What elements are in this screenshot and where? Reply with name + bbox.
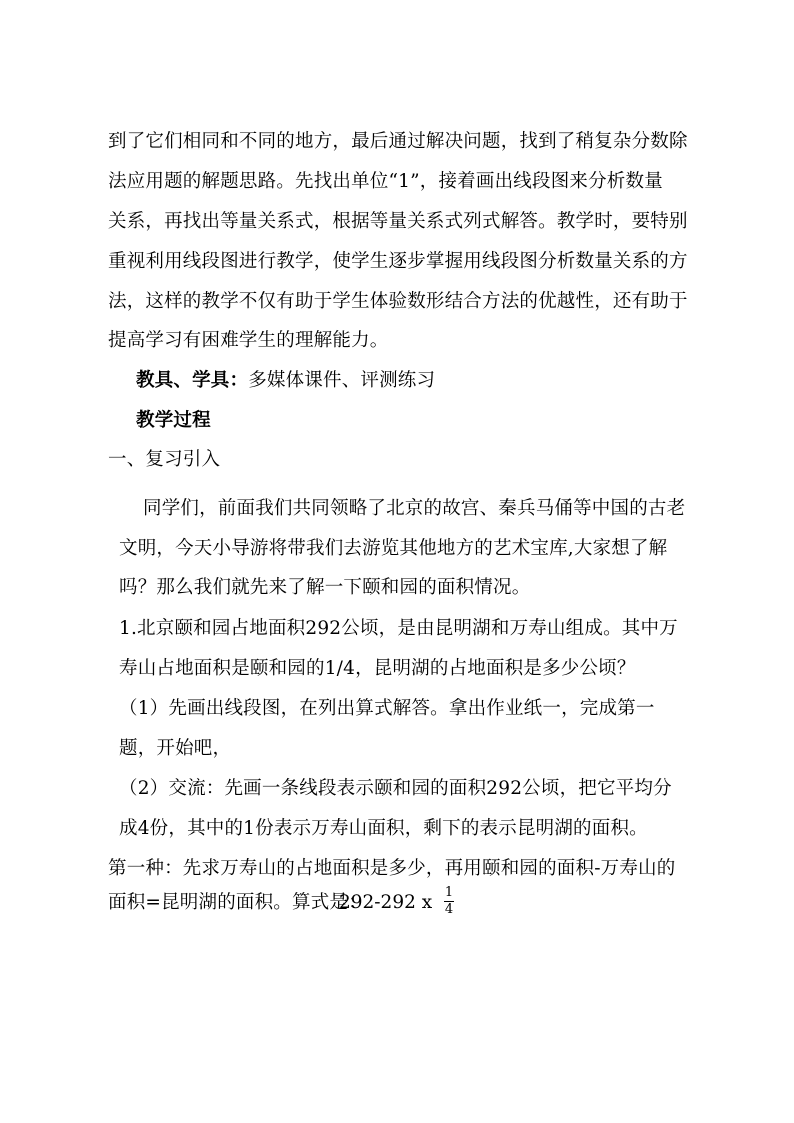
intro-line: 同学们，前面我们共同领略了北京的故宫、秦兵马俑等中国的古老: [143, 498, 686, 519]
paragraph-line: 关系，再找出等量关系式，根据等量关系式列式解答。教学时，要特别: [108, 211, 688, 232]
problem-line: 寿山占地面积是颐和园的1/4，昆明湖的占地面积是多少公顷？: [119, 658, 636, 679]
tools-text: 多媒体课件、评测练习: [248, 370, 436, 391]
tools-label: 教具、学具：: [136, 370, 249, 391]
step1-line: 题，开始吧，: [119, 738, 232, 759]
tools-line: [136, 369, 435, 393]
intro-line: 文明，今天小导游将带我们去游览其他地方的艺术宝库,大家想了解: [119, 538, 668, 559]
paragraph-line: 提高学习有困难学生的理解能力。: [108, 330, 389, 351]
method-line: 面积=昆明湖的面积。算式是：: [108, 892, 367, 913]
paragraph-line: 法，这样的教学不仅有助于学生体验数形结合方法的优越性，还有助于: [108, 291, 688, 312]
process-heading: 教学过程: [136, 410, 211, 431]
problem-line: 1.北京颐和园占地面积292公顷，是由昆明湖和万寿山组成。其中万: [119, 618, 678, 639]
paragraph-line: 法应用题的解题思路。先找出单位“1”，接着画出线段图来分析数量: [108, 171, 663, 192]
step1-line: （1）先画出线段图，在列出算式解答。拿出作业纸一，完成第一: [119, 698, 655, 719]
step2-line: 成4份，其中的1份表示万寿山面积，剩下的表示昆明湖的面积。: [119, 818, 648, 839]
paragraph-line: 重视利用线段图进行教学，使学生逐步掌握用线段图分析数量关系的方: [108, 251, 688, 272]
fraction-denominator: 4: [444, 902, 454, 917]
fraction-numerator: 1: [444, 885, 454, 900]
formula: 292-292 x: [339, 892, 433, 913]
fraction: [443, 886, 455, 917]
intro-line: 吗？那么我们就先来了解一下颐和园的面积情况。: [119, 577, 531, 598]
method-line: 第一种：先求万寿山的占地面积是多少，再用颐和园的面积-万寿山的: [108, 858, 676, 879]
step2-line: （2）交流：先画一条线段表示颐和园的面积292公顷，把它平均分: [119, 778, 672, 799]
paragraph-line: 到了它们相同和不同的地方，最后通过解决问题，找到了稍复杂分数除: [108, 131, 688, 152]
section-heading: 一、复习引入: [108, 449, 221, 470]
